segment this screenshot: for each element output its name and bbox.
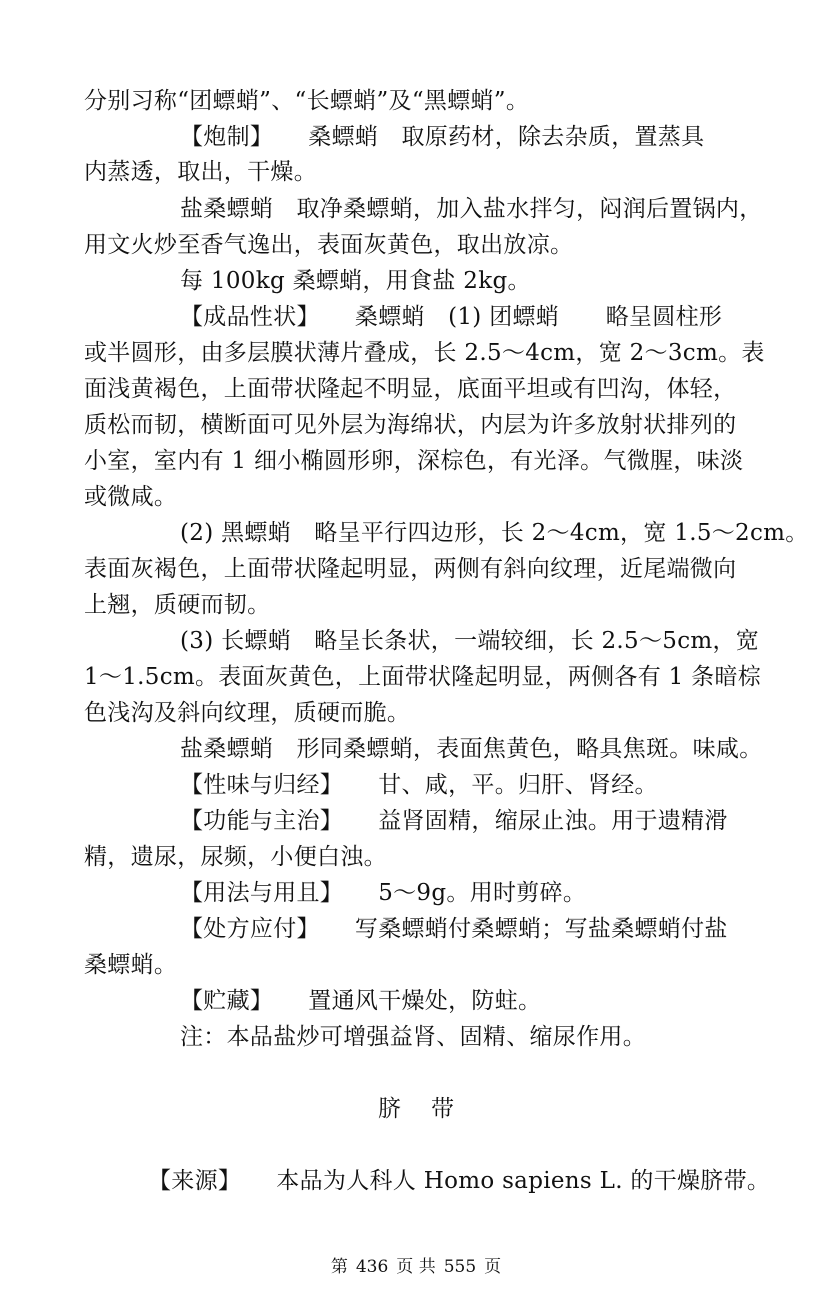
page-footer: [0, 1256, 832, 1278]
text-line: (3) 长螵蛸 略呈长条状，一端较细，长 2.5～5cm，宽: [180, 628, 760, 654]
text-line: 表面灰褐色，上面带状隆起明显，两侧有斜向纹理，近尾端微向: [84, 556, 737, 582]
text-line: 或微咸。: [84, 484, 178, 510]
text-line: 【性味与归经】 甘、咸，平。归肝、肾经。: [180, 772, 658, 798]
source-line: 【来源】 本品为人科人 Homo sapiens L. 的干燥脐带。: [148, 1168, 771, 1194]
text-line: 内蒸透，取出，干燥。: [84, 159, 317, 185]
text-line: 面浅黄褐色，上面带状隆起不明显，底面平坦或有凹沟，体轻，: [84, 376, 737, 402]
text-line: 色浅沟及斜向纹理，质硬而脆。: [84, 700, 411, 726]
text-line: 【成品性状】 桑螵蛸 (1) 团螵蛸 略呈圆柱形: [180, 304, 723, 330]
text-line: 【处方应付】 写桑螵蛸付桑螵蛸；写盐桑螵蛸付盐: [180, 916, 728, 942]
text-line: 【贮藏】 置通风干燥处，防蛀。: [180, 988, 542, 1014]
text-line: 精，遗尿，尿频，小便白浊。: [84, 844, 387, 870]
footer-prefix: 第: [330, 1257, 348, 1277]
text-line: 或半圆形，由多层膜状薄片叠成，长 2.5～4cm，宽 2～3cm。表: [84, 340, 765, 366]
text-line: 盐桑螵蛸 形同桑螵蛸，表面焦黄色，略具焦斑。味咸。: [180, 736, 763, 762]
page-number: 436: [355, 1257, 389, 1277]
text-line: 分别习称“团螵蛸”、“长螵蛸”及“黑螵蛸”。: [84, 88, 530, 114]
text-line: 质松而韧，横断面可见外层为海绵状，内层为许多放射状排列的: [84, 412, 737, 438]
page-total: 555: [443, 1257, 477, 1277]
text-line: 每 100kg 桑螵蛸，用食盐 2kg。: [180, 268, 531, 294]
text-line: 盐桑螵蛸 取净桑螵蛸，加入盐水拌匀，闷润后置锅内，: [180, 196, 763, 222]
text-line: 1～1.5cm。表面灰黄色，上面带状隆起明显，两侧各有 1 条暗棕: [84, 664, 762, 690]
text-line: 小室，室内有 1 细小椭圆形卵，深棕色，有光泽。气微腥，味淡: [84, 448, 744, 474]
text-line: 注：本品盐炒可增强益肾、固精、缩尿作用。: [180, 1024, 646, 1050]
text-line: 【炮制】 桑螵蛸 取原药材，除去杂质，置蒸具: [180, 124, 705, 150]
text-line: 【功能与主治】 益肾固精，缩尿止浊。用于遗精滑: [180, 808, 728, 834]
section-title: 脐带: [378, 1096, 484, 1122]
footer-suffix: 页: [484, 1257, 502, 1277]
footer-middle: 页 共: [396, 1257, 436, 1277]
text-line: (2) 黑螵蛸 略呈平行四边形，长 2～4cm，宽 1.5～2cm。: [180, 520, 809, 546]
text-line: 用文火炒至香气逸出，表面灰黄色，取出放凉。: [84, 232, 574, 258]
text-line: 桑螵蛸。: [84, 952, 178, 978]
text-line: 上翘，质硬而韧。: [84, 592, 271, 618]
text-line: 【用法与用且】 5～9g。用时剪碎。: [180, 880, 587, 906]
